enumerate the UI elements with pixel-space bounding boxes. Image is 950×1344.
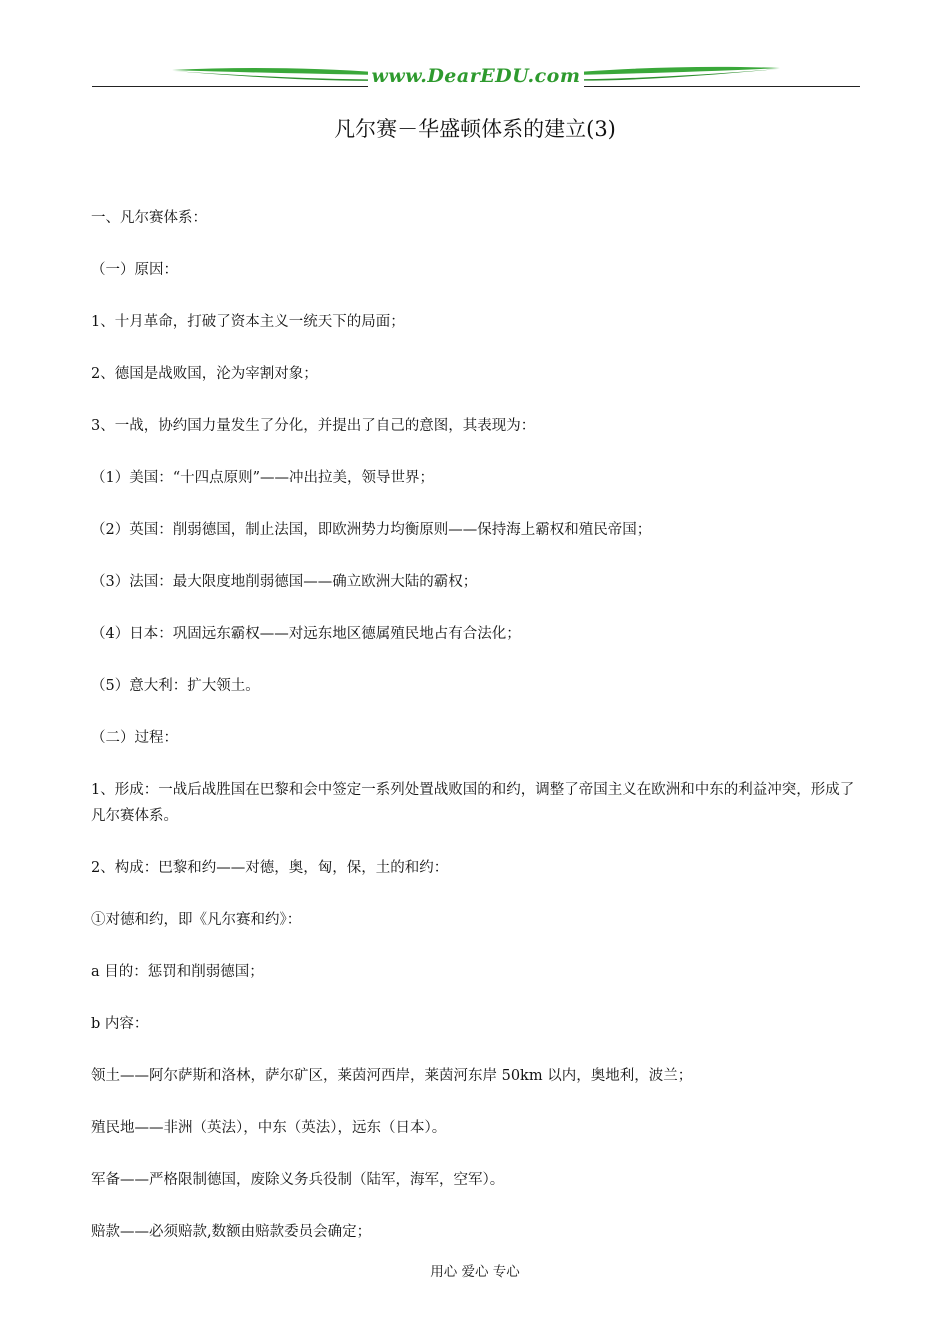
section-heading-versailles: 一、凡尔赛体系： bbox=[91, 210, 207, 226]
subsection-heading-causes: （一）原因： bbox=[91, 262, 178, 278]
list-item: 3、一战，协约国力量发生了分化，并提出了自己的意图，其表现为： bbox=[91, 418, 536, 434]
list-item: （2）英国：削弱德国，制止法国，即欧洲势力均衡原则——保持海上霸权和殖民帝国； bbox=[91, 522, 652, 538]
list-item: 赔款——必须赔款,数额由赔款委员会确定； bbox=[91, 1224, 372, 1240]
subsection-heading-process: （二）过程： bbox=[91, 730, 178, 746]
list-item: （5）意大利：扩大领土。 bbox=[91, 678, 260, 694]
list-item: 2、构成：巴黎和约——对德，奥，匈，保，土的和约： bbox=[91, 860, 449, 876]
list-item: 1、十月革命，打破了资本主义一统天下的局面； bbox=[91, 314, 405, 330]
list-item: 军备——严格限制德国，废除义务兵役制（陆军，海军，空军）。 bbox=[91, 1172, 505, 1188]
page-footer: 用心 爱心 专心 bbox=[430, 1264, 520, 1280]
list-item: （1）美国：“十四点原则”——冲出拉美，领导世界； bbox=[91, 470, 435, 486]
page-header bbox=[92, 62, 860, 92]
list-item: 领土——阿尔萨斯和洛林，萨尔矿区，莱茵河西岸，莱茵河东岸 50km 以内，奥地利，波兰； bbox=[91, 1068, 693, 1084]
list-item: a 目的：惩罚和削弱德国； bbox=[91, 964, 264, 980]
document-title: 凡尔赛－华盛顿体系的建立(3) bbox=[334, 117, 616, 141]
list-item: 2、德国是战败国，沦为宰割对象； bbox=[91, 366, 318, 382]
list-item: 殖民地——非洲（英法），中东（英法），远东（日本）。 bbox=[91, 1120, 447, 1136]
list-item: （4）日本：巩固远东霸权——对远东地区德属殖民地占有合法化； bbox=[91, 626, 521, 642]
list-item: 1、形成：一战后战胜国在巴黎和会中签定一系列处置战败国的和约，调整了帝国主义在欧洲和中东的利益冲突，形成了凡尔赛体系。 bbox=[91, 782, 855, 824]
site-logo-text[interactable]: www.DearEDU.com bbox=[92, 65, 860, 87]
list-item: ①对德和约，即《凡尔赛和约》： bbox=[91, 912, 302, 928]
list-item: b 内容： bbox=[91, 1016, 149, 1032]
list-item: （3）法国：最大限度地削弱德国——确立欧洲大陆的霸权； bbox=[91, 574, 478, 590]
